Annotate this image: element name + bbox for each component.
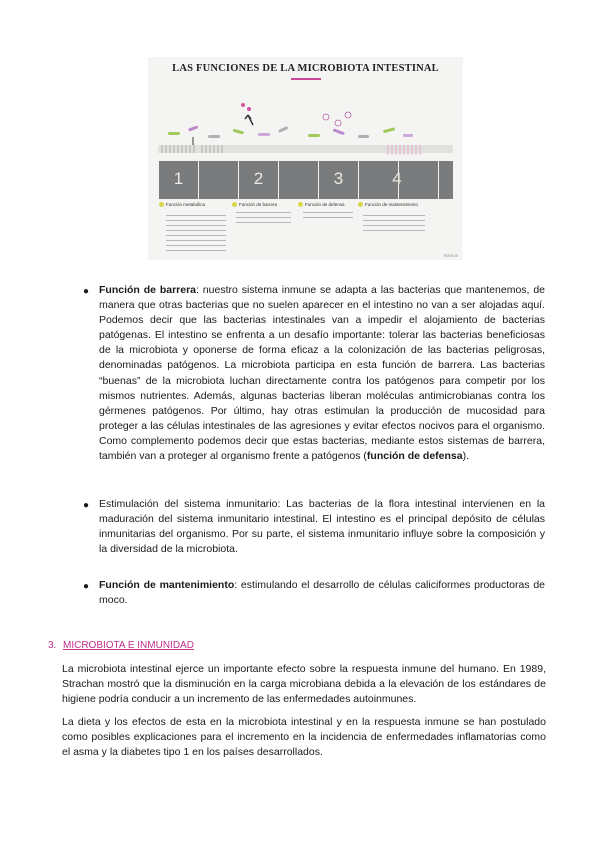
- figure-logo: Ramos: [443, 253, 458, 258]
- box-number: 3: [333, 169, 344, 188]
- pathogen-circle: [345, 112, 351, 118]
- bullet-immune: Estimulación del sistema inmunitario: Las bacterias de la flora intestinal intervienen en la maduración del sistema inmunitario intestinal. El intestino es el principal depósito de células inmunitarias del organismo. Por su parte, el sistema inmunitario influye sobre la composición y la diversidad de la microbiota.: [99, 498, 545, 556]
- bacteria-rod: [383, 127, 395, 133]
- caption-dot: [298, 202, 303, 207]
- bacteria-illustration: [148, 97, 463, 157]
- caption-dot: [159, 202, 164, 207]
- bacteria-rod: [333, 128, 345, 135]
- caption-dot: [358, 202, 363, 207]
- molecule-dot: [241, 103, 245, 107]
- bacteria-rod: [358, 135, 369, 138]
- box-number-4: 4: [392, 169, 402, 188]
- caption-barrier: Función de barrera: [232, 202, 277, 207]
- caption-dot: [232, 202, 237, 207]
- bullet-heading: Función de mantenimiento: [99, 579, 235, 591]
- bullet-barrier: [99, 283, 545, 464]
- pathogen-circle: [335, 120, 341, 126]
- bacteria-rod: [308, 134, 320, 137]
- bacteria-rod: [208, 135, 220, 138]
- bacteria-rod: [258, 133, 270, 136]
- bullet-marker: ●: [83, 286, 90, 297]
- bullet-marker: ●: [83, 500, 90, 511]
- arrow-up-icon: [245, 115, 253, 125]
- bacteria-rod: [278, 126, 288, 133]
- bacteria-rod: [233, 129, 244, 135]
- caption-maintenance: Función de mantenimiento: [358, 202, 418, 207]
- bullet-marker: ●: [83, 581, 90, 592]
- molecule-dot: [247, 107, 251, 111]
- bacteria-rod: [188, 125, 198, 131]
- figure-box-4: [439, 161, 453, 199]
- bullet-text-end: ).: [462, 450, 470, 463]
- caption-defense: Función de defensa: [298, 202, 345, 207]
- bullet-heading: Función de barrera: [99, 284, 197, 296]
- bacteria-rod: [168, 132, 180, 135]
- bullet-text: : estimulando el desarrollo de células caliciformes productoras de moco.: [99, 579, 545, 607]
- pathogen-circle: [323, 114, 329, 120]
- figure-box-2: [253, 161, 318, 199]
- section-number: 3.: [48, 640, 57, 651]
- microbiota-figure: [148, 57, 463, 260]
- figure-box-1: [159, 161, 198, 199]
- bullet-maintenance: [99, 578, 545, 608]
- bullet-inline-bold: función de defensa: [366, 450, 463, 463]
- bullet-text: : nuestro sistema inmune se adapta a las bacterias que mantenemos, de manera que otras bacterias que no suelen aparecer en el intestino no van a ser alojadas aquí. Podemos decir que las bacterias intestinales van a impedir el alojamiento de bacterias patógenas. El intestino se enfrenta a un desafío importante: tolerar las bacterias beneficiosas de la microbiota y oponerse de forma eficaz a la colonización de las bacterias peligrosas, denominadas patógenos. La microbiota participa en esta función de barrera. Las bacterias “buenas” de la microbiota luchan directamente contra los patógenos para competir por los mismos nutrientes. Además, algunas bacterias liberan moléculas antimicrobianas contra los gérmenes patógenos. Por último, hay otras estimulan la producción de mucosidad para proteger a las células intestinales de las agresiones y evitar efectos nocivos para el organismo. Como complemento podemos decir que estas bacterias, mediante estos sistemas de barrera, también van a proteger al organismo frente a patógenos (: [99, 284, 546, 463]
- figure-title-underline: [291, 78, 321, 80]
- figure-title: LAS FUNCIONES DE LA MICROBIOTA INTESTINAL: [172, 63, 439, 74]
- box-number: 1: [173, 169, 184, 188]
- bacteria-rod: [403, 134, 413, 137]
- body-paragraph: La dieta y los efectos de esta en la microbiota intestinal y en la respuesta inmune se han postulado como posibles explicaciones para el incremento en la incidencia de enfermedades inflamatorias como el asma y la diabetes tipo 1 en los países desarrollados.: [62, 716, 546, 759]
- section-title: MICROBIOTA E INMUNIDAD: [63, 640, 194, 651]
- box-number: 2: [253, 169, 264, 188]
- caption-metabolic: Función metabólica: [159, 202, 205, 207]
- figure-box-1b: [199, 161, 238, 199]
- body-paragraph: La microbiota intestinal ejerce un importante efecto sobre la respuesta inmune del humano. En 1989, Strachan mostró que la disminución en la carga microbiana debida a la elevación de los estándares de higiene podría conducir a un incremento de las enfermedades autoinmunes.: [62, 663, 546, 706]
